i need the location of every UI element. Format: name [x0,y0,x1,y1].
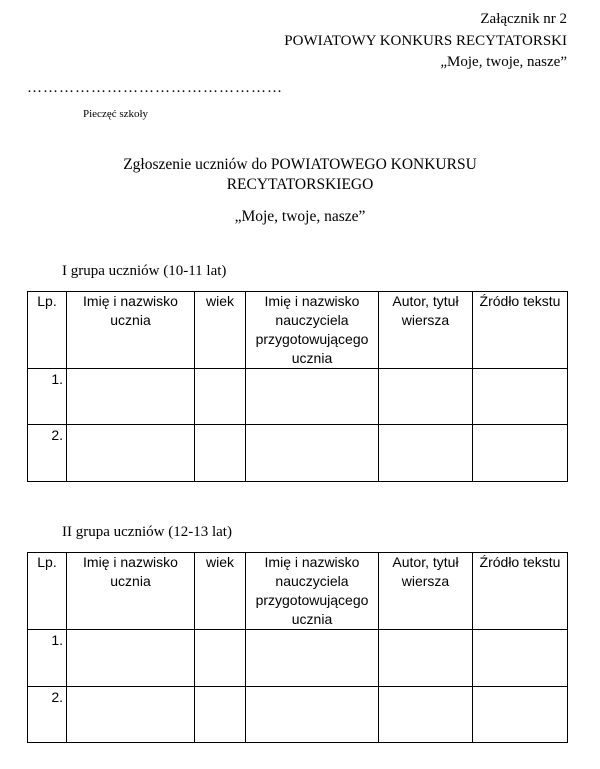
table-row [28,369,568,425]
row-number: 1. [28,369,67,425]
poem-field[interactable] [379,630,473,687]
column-header-student: Imię i nazwisko ucznia [67,553,195,630]
column-header-source: Źródło tekstu [473,292,568,369]
row-number: 1. [28,630,67,687]
attachment-label: Załącznik nr 2 [480,11,567,27]
column-header-poem: Autor, tytuł wiersza [379,292,473,369]
age-field[interactable] [195,630,246,687]
row-number: 2. [28,687,67,743]
source-field[interactable] [473,630,568,687]
column-header-teacher: Imię i nazwisko nauczyciela przygotowującego ucznia [246,553,379,630]
row-number: 2. [28,425,67,482]
stamp-label: Pieczęć szkoły [83,108,149,120]
column-header-source: Źródło tekstu [473,553,568,630]
column-header-student: Imię i nazwisko ucznia [67,292,195,369]
age-field[interactable] [195,425,246,482]
column-header-age: wiek [195,553,246,630]
student-name-field[interactable] [67,687,195,743]
teacher-name-field[interactable] [246,630,379,687]
column-header-age: wiek [195,292,246,369]
teacher-name-field[interactable] [246,369,379,425]
teacher-name-field[interactable] [246,687,379,743]
age-field[interactable] [195,687,246,743]
column-header-poem: Autor, tytuł wiersza [379,553,473,630]
form-title-line2: RECYTATORSKIEGO [226,176,374,193]
source-field[interactable] [473,687,568,743]
source-field[interactable] [473,369,568,425]
group-1-title: I grupa uczniów (10-11 lat) [62,263,227,279]
age-field[interactable] [195,369,246,425]
table-row [28,425,568,482]
poem-field[interactable] [379,425,473,482]
group-2-title: II grupa uczniów (12-13 lat) [62,524,232,540]
stamp-line: ………………………………………… [27,80,283,96]
student-name-field[interactable] [67,369,195,425]
table-row [28,687,568,743]
table-row [28,630,568,687]
form-title-motto: „Moje, twoje, nasze” [234,208,366,225]
column-header-lp: Lp. [28,292,67,369]
group-1-table [27,291,568,482]
table-header-row [28,292,568,369]
group-2-table [27,552,568,743]
teacher-name-field[interactable] [246,425,379,482]
source-field[interactable] [473,425,568,482]
poem-field[interactable] [379,687,473,743]
column-header-teacher: Imię i nazwisko nauczyciela przygotowującego ucznia [246,292,379,369]
student-name-field[interactable] [67,630,195,687]
table-header-row [28,553,568,630]
student-name-field[interactable] [67,425,195,482]
poem-field[interactable] [379,369,473,425]
contest-name: POWIATOWY KONKURS RECYTATORSKI [284,33,567,49]
contest-motto: „Moje, twoje, nasze” [440,54,567,70]
form-title-line1: Zgłoszenie uczniów do POWIATOWEGO KONKURSU [123,156,477,173]
column-header-lp: Lp. [28,553,67,630]
